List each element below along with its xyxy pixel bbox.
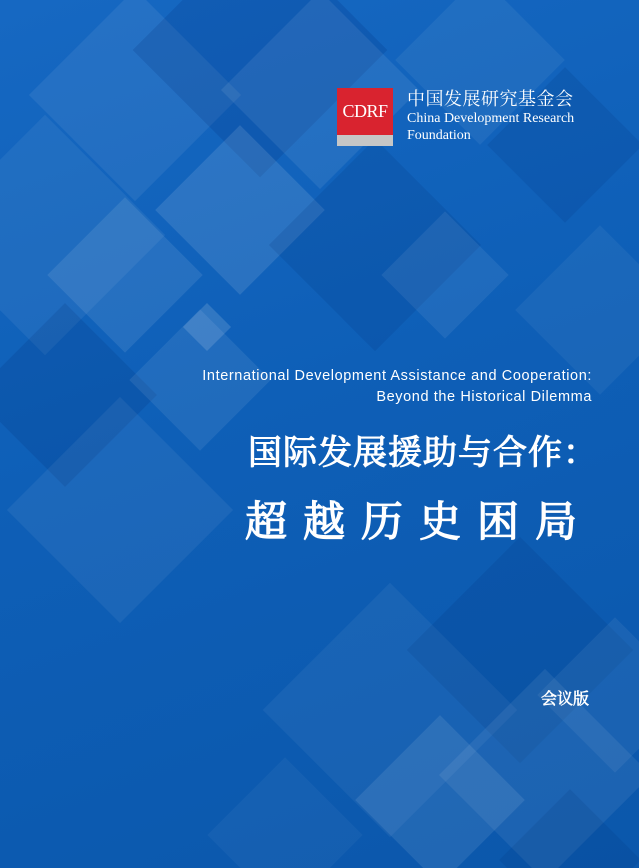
cdrf-logo xyxy=(337,88,574,146)
english-title-line2: Beyond the Historical Dilemma xyxy=(376,389,592,405)
english-title xyxy=(72,366,592,408)
deco-square xyxy=(0,115,165,355)
deco-square xyxy=(47,197,203,353)
deco-square xyxy=(439,669,639,868)
deco-square xyxy=(183,303,231,351)
english-title-line1: International Development Assistance and Cooperation: xyxy=(202,368,592,384)
deco-square xyxy=(499,789,639,868)
deco-square xyxy=(269,139,481,351)
org-name-cn: 中国发展研究基金会 xyxy=(407,89,574,109)
logo-mark-underbar xyxy=(337,135,393,146)
org-name-en-line1: China Development Research xyxy=(407,111,575,126)
deco-square xyxy=(155,125,325,295)
deco-square xyxy=(381,211,508,338)
deco-square xyxy=(29,0,241,201)
deco-square xyxy=(207,757,363,868)
deco-square xyxy=(407,537,633,763)
org-name-en-line2: Foundation xyxy=(407,128,471,143)
edition-label: 会议版 xyxy=(540,689,589,708)
logo-wordmark xyxy=(407,88,574,144)
deco-square xyxy=(355,715,525,868)
logo-mark xyxy=(337,88,393,146)
chinese-title-line2: 超越历史困局 xyxy=(244,497,593,546)
deco-square xyxy=(263,583,518,838)
logo-mark-text: CDRF xyxy=(337,88,393,135)
chinese-title-line1: 国际发展援助与合作： xyxy=(248,433,598,473)
